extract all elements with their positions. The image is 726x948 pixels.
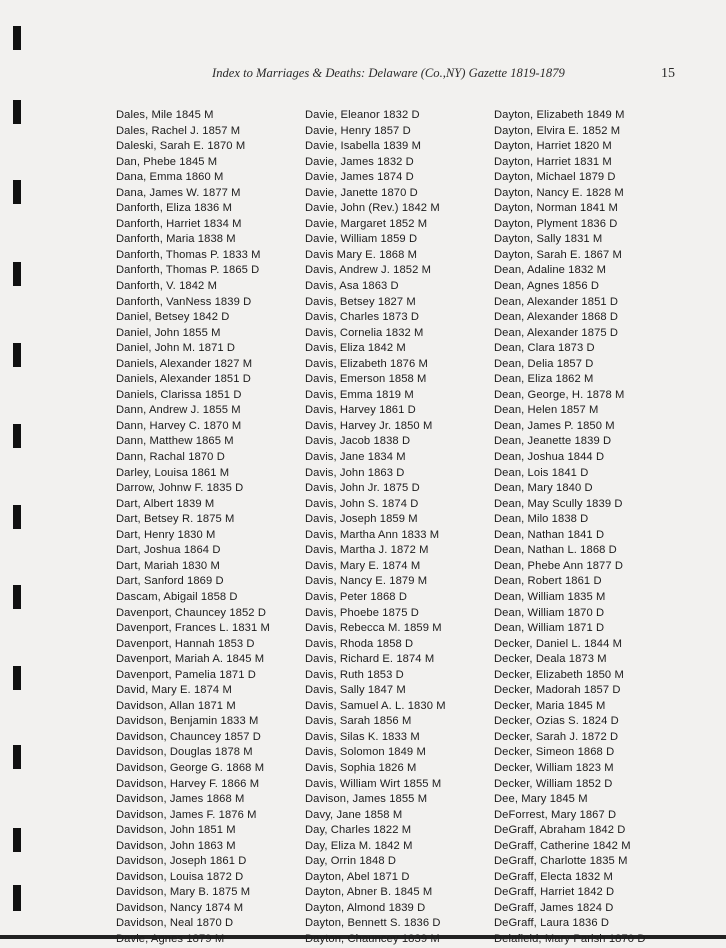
index-entry: Davie, James 1874 D [305, 171, 414, 184]
index-entry: Decker, Maria 1845 M [494, 699, 606, 712]
index-entry: Davie, James 1832 D [305, 155, 414, 168]
index-entry: Davie, John (Rev.) 1842 M [305, 202, 440, 215]
index-entry: Davenport, Pamelia 1871 D [116, 668, 256, 681]
index-entry: Davis, Cornelia 1832 M [305, 326, 424, 339]
index-entry: Davidson, John 1863 M [116, 839, 236, 852]
index-entry: Davis, Ruth 1853 D [305, 668, 404, 681]
index-entry: Dayton, Norman 1841 M [494, 202, 618, 215]
index-entry: Davy, Jane 1858 M [305, 808, 403, 821]
index-entry: Dean, Robert 1861 D [494, 575, 602, 588]
index-entry: Dean, Alexander 1875 D [494, 326, 619, 339]
index-entry: Dayton, Plyment 1836 D [494, 217, 618, 230]
index-entry: Davidson, James 1868 M [116, 793, 245, 806]
index-entry: Davie, Janette 1870 D [305, 186, 418, 199]
index-entry: Danforth, Thomas P. 1865 D [116, 264, 260, 277]
index-entry: Davis, Richard E. 1874 M [305, 653, 435, 666]
index-entry: Danforth, Maria 1838 M [116, 233, 236, 246]
index-entry: Dean, Alexander 1868 D [494, 311, 619, 324]
index-entry: Davidson, Harvey F. 1866 M [116, 777, 260, 790]
index-entry: Dayton, Elvira E. 1852 M [494, 124, 621, 137]
index-entry: Davis, William Wirt 1855 M [305, 777, 442, 790]
index-entry: Davis, Asa 1863 D [305, 280, 399, 293]
index-entry: Dean, Jeanette 1839 D [494, 435, 612, 448]
index-entry: Dean, Milo 1838 D [494, 513, 589, 526]
punch-hole-mark [13, 666, 21, 690]
index-entry: Dean, May Scully 1839 D [494, 497, 623, 510]
index-entry: Davenport, Hannah 1853 D [116, 637, 255, 650]
index-entry: Danforth, V. 1842 M [116, 280, 217, 293]
index-entry: Davis, Martha J. 1872 M [305, 544, 429, 557]
index-entry: Davidson, James F. 1876 M [116, 808, 257, 821]
index-entry: Dart, Joshua 1864 D [116, 544, 221, 557]
index-column-2 [305, 108, 490, 948]
page-number: 15 [661, 66, 675, 81]
index-entry: Dann, Rachal 1870 D [116, 451, 225, 464]
index-entry: Daniels, Alexander 1851 D [116, 373, 251, 386]
index-entry: Danforth, Harriet 1834 M [116, 217, 242, 230]
index-entry: Davison, James 1855 M [305, 793, 428, 806]
index-entry: Dayton, Abner B. 1845 M [305, 886, 433, 899]
punch-hole-mark [13, 262, 21, 286]
index-entry: Davis, Rhoda 1858 D [305, 637, 414, 650]
index-entry: Davis Mary E. 1868 M [305, 248, 418, 261]
index-entry: Dean, Mary 1840 D [494, 482, 593, 495]
index-entry: Davis, Charles 1873 D [305, 311, 420, 324]
index-entry: Dean, Adaline 1832 M [494, 264, 607, 277]
index-entry: Davis, Jane 1834 M [305, 451, 406, 464]
punch-hole-mark [13, 745, 21, 769]
index-entry: Davie, William 1859 D [305, 233, 418, 246]
index-entry: Davis, Sophia 1826 M [305, 761, 417, 774]
index-entry: Dart, Sanford 1869 D [116, 575, 224, 588]
index-entry: Decker, William 1852 D [494, 777, 613, 790]
index-entry: Decker, Daniel L. 1844 M [494, 637, 623, 650]
index-entry: DeGraff, Abraham 1842 D [494, 824, 626, 837]
index-entry: Dee, Mary 1845 M [494, 793, 588, 806]
index-entry: Davis, Peter 1868 D [305, 590, 408, 603]
index-entry: Davenport, Chauncey 1852 D [116, 606, 266, 619]
index-entry: Dana, Emma 1860 M [116, 171, 224, 184]
index-entry: Dean, William 1870 D [494, 606, 605, 619]
index-entry: Decker, Elizabeth 1850 M [494, 668, 624, 681]
index-entry: Daniels, Clarissa 1851 D [116, 388, 242, 401]
index-entry: Dean, Clara 1873 D [494, 342, 595, 355]
index-entry: Dean, Helen 1857 M [494, 404, 599, 417]
punch-hole-mark [13, 180, 21, 204]
index-entry: Davis, Martha Ann 1833 M [305, 528, 440, 541]
index-entry: Davis, Jacob 1838 D [305, 435, 411, 448]
index-entry: Dart, Mariah 1830 M [116, 559, 220, 572]
index-entry: Davis, John S. 1874 D [305, 497, 419, 510]
index-entry: Daniel, Betsey 1842 D [116, 311, 230, 324]
index-entry: Dales, Mile 1845 M [116, 109, 214, 121]
index-column-3 [494, 108, 724, 948]
index-entry: Dean, Joshua 1844 D [494, 451, 605, 464]
index-entry: Dayton, Almond 1839 D [305, 901, 426, 914]
index-entry: Daniel, John 1855 M [116, 326, 221, 339]
index-entry: Davidson, Nancy 1874 M [116, 901, 244, 914]
index-entry: Dales, Rachel J. 1857 M [116, 124, 241, 137]
index-entry: Dayton, Sally 1831 M [494, 233, 603, 246]
index-entry: Daniels, Alexander 1827 M [116, 357, 253, 370]
index-entry: Davie, Eleanor 1832 D [305, 109, 420, 121]
punch-hole-mark [13, 26, 21, 50]
index-entry: Davidson, Joseph 1861 D [116, 855, 247, 868]
index-entry: Davidson, Chauncey 1857 D [116, 730, 261, 743]
index-entry: Dart, Henry 1830 M [116, 528, 216, 541]
index-entry: Davie, Isabella 1839 M [305, 140, 422, 153]
index-entry: Davis, Sally 1847 M [305, 684, 406, 697]
index-entry: Davis, Harvey Jr. 1850 M [305, 419, 433, 432]
index-entry: Dana, James W. 1877 M [116, 186, 241, 199]
page-header-title: Index to Marriages & Deaths: Delaware (Co.,NY) Gazette 1819-1879 [212, 66, 565, 80]
index-column-1 [116, 108, 316, 948]
index-entry: Davis, Phoebe 1875 D [305, 606, 419, 619]
index-entry: Davie, Margaret 1852 M [305, 217, 428, 230]
index-entry: DeGraff, Harriet 1842 D [494, 886, 615, 899]
index-entry: Davis, Nancy E. 1879 M [305, 575, 428, 588]
index-entry: Danforth, Eliza 1836 M [116, 202, 232, 215]
index-entry: Davis, Solomon 1849 M [305, 746, 426, 759]
index-entry: Day, Eliza M. 1842 M [305, 839, 413, 852]
index-entry: Davidson, George G. 1868 M [116, 761, 265, 774]
index-entry: Dean, Lois 1841 D [494, 466, 589, 479]
index-entry: Davis, Betsey 1827 M [305, 295, 416, 308]
index-entry: Davidson, Neal 1870 D [116, 917, 234, 930]
index-entry: Decker, William 1823 M [494, 761, 614, 774]
index-entry: Dann, Andrew J. 1855 M [116, 404, 241, 417]
index-entry: Dean, Alexander 1851 D [494, 295, 619, 308]
index-entry: DeGraff, Electa 1832 M [494, 870, 613, 883]
index-entry: Dean, George, H. 1878 M [494, 388, 625, 401]
index-entry: Davis, Rebecca M. 1859 M [305, 622, 442, 635]
index-entry: Davie, Henry 1857 D [305, 124, 411, 137]
index-entry: Davis, John 1863 D [305, 466, 405, 479]
index-entry: Dascam, Abigail 1858 D [116, 590, 238, 603]
index-entry: Decker, Madorah 1857 D [494, 684, 621, 697]
index-entry: Dean, James P. 1850 M [494, 419, 615, 432]
index-entry: Darley, Louisa 1861 M [116, 466, 230, 479]
index-entry: Dean, William 1835 M [494, 590, 606, 603]
index-entry: Dean, Agnes 1856 D [494, 280, 600, 293]
index-entry: Dean, Nathan 1841 D [494, 528, 605, 541]
index-entry: Decker, Sarah J. 1872 D [494, 730, 619, 743]
index-entry: Davidson, Louisa 1872 D [116, 870, 244, 883]
index-entry: Danforth, Thomas P. 1833 M [116, 248, 261, 261]
index-entry: Dayton, Elizabeth 1849 M [494, 109, 625, 121]
index-entry: Davidson, Mary B. 1875 M [116, 886, 251, 899]
index-entry: Davis, Emma 1819 M [305, 388, 414, 401]
index-entry: Davidson, Benjamin 1833 M [116, 715, 259, 728]
index-entry: Day, Charles 1822 M [305, 824, 412, 837]
index-entry: DeForrest, Mary 1867 D [494, 808, 617, 821]
index-entry: Dayton, Harriet 1820 M [494, 140, 612, 153]
index-entry: Dayton, Nancy E. 1828 M [494, 186, 624, 199]
index-entry: DeGraff, Laura 1836 D [494, 917, 610, 930]
index-entry: Darrow, Johnw F. 1835 D [116, 482, 244, 495]
index-entry: Dayton, Bennett S. 1836 D [305, 917, 441, 930]
index-entry: Davenport, Frances L. 1831 M [116, 622, 270, 635]
index-entry: Dayton, Michael 1879 D [494, 171, 616, 184]
index-entry: Daleski, Sarah E. 1870 M [116, 140, 246, 153]
punch-hole-mark [13, 885, 21, 911]
index-entry: Davis, Joseph 1859 M [305, 513, 418, 526]
index-entry: Davis, Andrew J. 1852 M [305, 264, 432, 277]
index-entry: Davie, Agnes 1879 M [116, 932, 225, 945]
punch-hole-mark [13, 505, 21, 529]
index-entry: Davis, Mary E. 1874 M [305, 559, 421, 572]
index-entry: Dean, William 1871 D [494, 622, 605, 635]
index-entry: Dart, Betsey R. 1875 M [116, 513, 235, 526]
index-entry: Dean, Phebe Ann 1877 D [494, 559, 624, 572]
index-entry: Davis, John Jr. 1875 D [305, 482, 420, 495]
index-entry: DeGraff, James 1824 D [494, 901, 614, 914]
index-entry: Day, Orrin 1848 D [305, 855, 397, 868]
punch-hole-mark [13, 100, 21, 124]
index-entry: Decker, Simeon 1868 D [494, 746, 615, 759]
index-entry: Delafield, Mary Parish 1870 D [494, 932, 646, 945]
index-entry: Dayton, Sarah E. 1867 M [494, 248, 622, 261]
index-entry: Davidson, John 1851 M [116, 824, 236, 837]
punch-hole-mark [13, 343, 21, 367]
index-entry: Davenport, Mariah A. 1845 M [116, 653, 265, 666]
index-entry: Davis, Harvey 1861 D [305, 404, 416, 417]
index-entry: Dann, Matthew 1865 M [116, 435, 234, 448]
index-entry: Davis, Emerson 1858 M [305, 373, 427, 386]
index-entry: Daniel, John M. 1871 D [116, 342, 236, 355]
index-entry: Davidson, Allan 1871 M [116, 699, 236, 712]
index-entry: Dean, Nathan L. 1868 D [494, 544, 617, 557]
index-entry: Dan, Phebe 1845 M [116, 155, 218, 168]
index-entry: Davis, Samuel A. L. 1830 M [305, 699, 446, 712]
index-entry: Dean, Eliza 1862 M [494, 373, 594, 386]
punch-hole-mark [13, 585, 21, 609]
index-entry: Davidson, Douglas 1878 M [116, 746, 253, 759]
index-entry: DeGraff, Catherine 1842 M [494, 839, 631, 852]
index-entry: Dayton, Chauncey 1839 M [305, 932, 440, 945]
index-entry: Danforth, VanNess 1839 D [116, 295, 252, 308]
index-entry: Davis, Eliza 1842 M [305, 342, 406, 355]
index-entry: Decker, Ozias S. 1824 D [494, 715, 619, 728]
index-entry: Dayton, Abel 1871 D [305, 870, 410, 883]
index-entry: Dart, Albert 1839 M [116, 497, 215, 510]
index-entry: DeGraff, Charlotte 1835 M [494, 855, 628, 868]
index-entry: Dayton, Harriet 1831 M [494, 155, 612, 168]
index-entry: Dann, Harvey C. 1870 M [116, 419, 242, 432]
index-entry: Davis, Elizabeth 1876 M [305, 357, 428, 370]
punch-hole-mark [13, 424, 21, 448]
index-entry: Decker, Deala 1873 M [494, 653, 607, 666]
index-entry: Davis, Silas K. 1833 M [305, 730, 420, 743]
punch-hole-mark [13, 828, 21, 852]
index-entry: David, Mary E. 1874 M [116, 684, 232, 697]
index-entry: Dean, Delia 1857 D [494, 357, 594, 370]
index-entry: Davis, Sarah 1856 M [305, 715, 412, 728]
